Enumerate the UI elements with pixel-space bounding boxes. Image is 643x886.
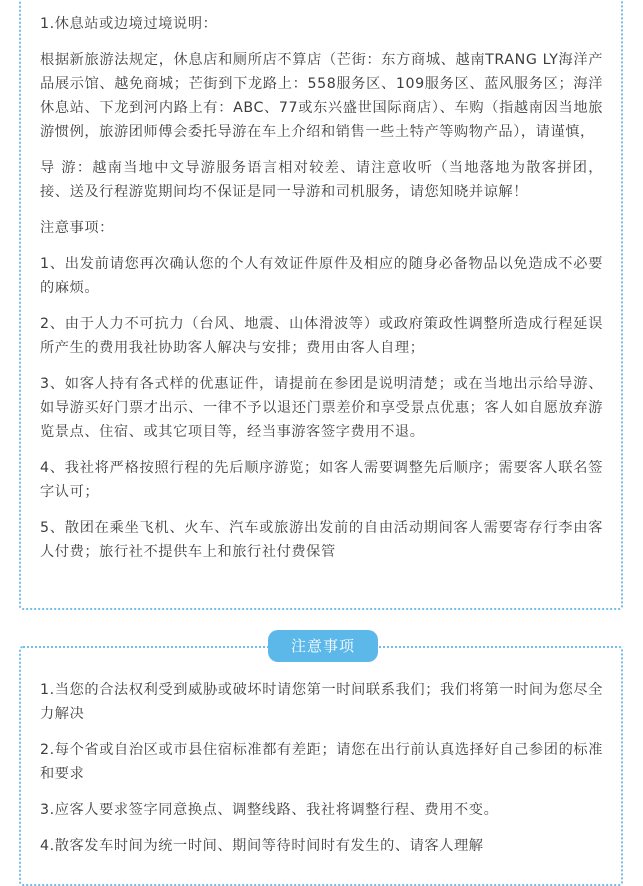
rest-stop-heading: 1.休息站或边境过境说明： <box>40 16 218 32</box>
notice-item-2: 2.每个省或自治区或市县住宿标准都有差距；请您在出行前认真选择好自己参团的标准和要求 <box>40 742 603 782</box>
notes-box-bottom <box>19 646 623 886</box>
guide-notice: 导 游：越南当地中文导游服务语言相对较差、请注意收听（当地落地为散客拼团，接、送及行程游览期间均不保证是同一导游和司机服务，请您知晓并谅解！ <box>40 160 603 200</box>
note-item-5: 5、散团在乘坐飞机、火车、汽车或旅游出发前的自由活动期间客人需要寄存行李由客人付费；旅行社不提供车上和旅行社付费保管 <box>40 520 603 560</box>
note-item-4: 4、我社将严格按照行程的先后顺序游览；如客人需要调整先后顺序；需要客人联名签字认可； <box>40 460 603 500</box>
notes-heading: 注意事项： <box>40 220 114 236</box>
note-item-3: 3、如客人持有各式样的优惠证件，请提前在参团是说明清楚；或在当地出示给导游、如导游买好门票才出示、一律不予以退还门票差价和享受景点优惠；客人如自愿放弃游览景点、住宿、或其它项目等，经当事游客签字费用不退。 <box>40 376 603 440</box>
note-item-1: 1、出发前请您再次确认您的个人有效证件原件及相应的随身必备物品以免造成不必要的麻烦。 <box>40 256 603 296</box>
note-item-2: 2、由于人力不可抗力（台风、地震、山体滑波等）或政府策政性调整所造成行程延误所产生的费用我社协助客人解决与安排；费用由客人自理； <box>40 316 603 356</box>
notice-item-3: 3.应客人要求签字同意换点、调整线路、我社将调整行程、费用不变。 <box>40 802 499 818</box>
section-title-badge: 注意事项 <box>268 630 378 662</box>
rest-stop-description: 根据新旅游法规定，休息店和厕所店不算店（芒街：东方商城、越南TRANG LY海洋产品展示馆、越免商城；芒街到下龙路上：558服务区、109服务区、蓝风服务区；海洋休息站、下龙到河内路上有：ABC、77或东兴盛世国际商店）、车购（指越南因当地旅游惯例，旅游团师傅会委托导游在车上介绍和销售一些土特产等购物产品），请谨慎， <box>40 52 603 140</box>
notice-item-4: 4.散客发车时间为统一时间、期间等待时间时有发生的、请客人理解 <box>40 838 484 854</box>
notice-item-1: 1.当您的合法权利受到威胁或破坏时请您第一时间联系我们；我们将第一时间为您尽全力解决 <box>40 682 603 722</box>
notes-box-top <box>19 0 623 610</box>
